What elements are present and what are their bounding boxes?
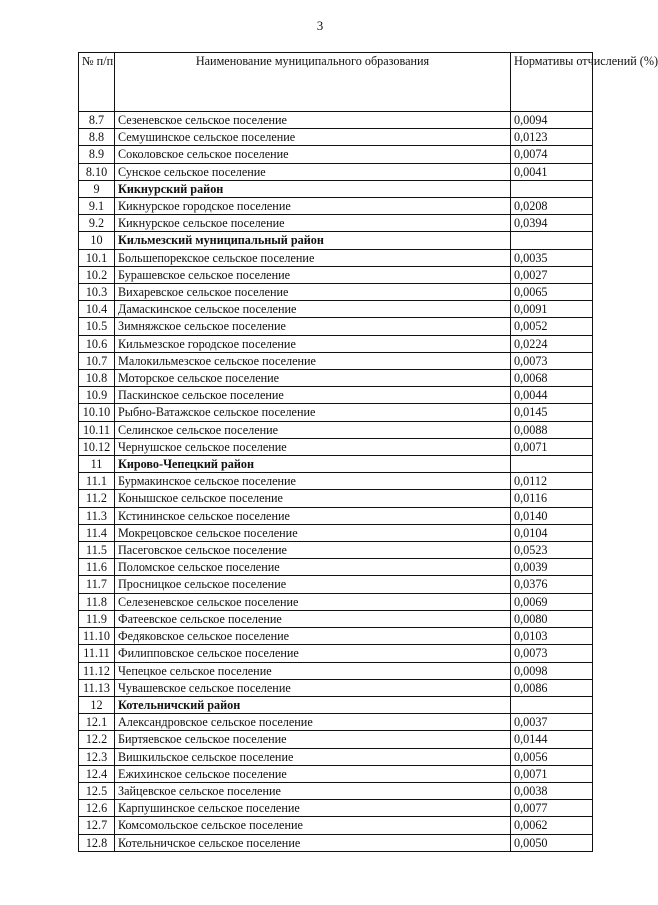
table-row bbox=[79, 524, 593, 541]
municipality-name-cell: Вишкильское сельское поселение bbox=[115, 748, 511, 765]
municipality-name-cell: Соколовское сельское поселение bbox=[115, 146, 511, 163]
norm-value-cell: 0,0145 bbox=[511, 404, 593, 421]
municipality-name-cell: Дамаскинское сельское поселение bbox=[115, 301, 511, 318]
municipality-name-cell: Биртяевское сельское поселение bbox=[115, 731, 511, 748]
table-row bbox=[79, 370, 593, 387]
row-number-cell: 11.5 bbox=[79, 542, 115, 559]
table-row bbox=[79, 559, 593, 576]
municipality-name-cell: Котельничское сельское поселение bbox=[115, 834, 511, 851]
table-row bbox=[79, 542, 593, 559]
norm-value-cell: 0,0035 bbox=[511, 249, 593, 266]
row-number-cell: 9.1 bbox=[79, 198, 115, 215]
norm-value-cell: 0,0039 bbox=[511, 559, 593, 576]
municipality-name-cell: Зимняжское сельское поселение bbox=[115, 318, 511, 335]
header-row-number: № п/п bbox=[79, 53, 115, 112]
table-row bbox=[79, 834, 593, 851]
norm-value-cell: 0,0080 bbox=[511, 610, 593, 627]
row-number-cell: 10.2 bbox=[79, 266, 115, 283]
table-row bbox=[79, 266, 593, 283]
row-number-cell: 12.2 bbox=[79, 731, 115, 748]
row-number-cell: 12.7 bbox=[79, 817, 115, 834]
row-number-cell: 11.7 bbox=[79, 576, 115, 593]
row-number-cell: 11.3 bbox=[79, 507, 115, 524]
row-number-cell: 11.12 bbox=[79, 662, 115, 679]
municipality-name-cell: Карпушинское сельское поселение bbox=[115, 800, 511, 817]
table-row bbox=[79, 249, 593, 266]
row-number-cell: 12.8 bbox=[79, 834, 115, 851]
municipality-name-cell: Сезеневское сельское поселение bbox=[115, 112, 511, 129]
page-number: 3 bbox=[316, 18, 324, 33]
norm-value-cell: 0,0068 bbox=[511, 370, 593, 387]
municipality-name-cell: Федяковское сельское поселение bbox=[115, 628, 511, 645]
municipality-name-cell: Кикнурское городское поселение bbox=[115, 198, 511, 215]
norm-value-cell: 0,0086 bbox=[511, 679, 593, 696]
norm-value-cell: 0,0091 bbox=[511, 301, 593, 318]
row-number-cell: 8.9 bbox=[79, 146, 115, 163]
row-number-cell: 10.11 bbox=[79, 421, 115, 438]
row-number-cell: 11.4 bbox=[79, 524, 115, 541]
row-number-cell: 10.7 bbox=[79, 352, 115, 369]
table-row bbox=[79, 645, 593, 662]
table-row bbox=[79, 215, 593, 232]
table-row bbox=[79, 714, 593, 731]
table-row bbox=[79, 782, 593, 799]
table-row bbox=[79, 146, 593, 163]
table-row bbox=[79, 507, 593, 524]
norm-value-cell bbox=[511, 180, 593, 197]
municipality-name-cell: Пасеговское сельское поселение bbox=[115, 542, 511, 559]
row-number-cell: 12 bbox=[79, 696, 115, 713]
district-row bbox=[79, 456, 593, 473]
norm-value-cell: 0,0112 bbox=[511, 473, 593, 490]
municipality-name-cell: Кикнурский район bbox=[115, 180, 511, 197]
row-number-cell: 10.5 bbox=[79, 318, 115, 335]
row-number-cell: 12.3 bbox=[79, 748, 115, 765]
norm-value-cell bbox=[511, 232, 593, 249]
row-number-cell: 11.9 bbox=[79, 610, 115, 627]
row-number-cell: 11 bbox=[79, 456, 115, 473]
table-row bbox=[79, 438, 593, 455]
municipality-name-cell: Филипповское сельское поселение bbox=[115, 645, 511, 662]
norm-value-cell: 0,0050 bbox=[511, 834, 593, 851]
header-municipality-name: Наименование муниципального образования bbox=[115, 53, 511, 112]
table-row bbox=[79, 198, 593, 215]
norm-value-cell: 0,0041 bbox=[511, 163, 593, 180]
table-row bbox=[79, 387, 593, 404]
table-row bbox=[79, 628, 593, 645]
norm-value-cell: 0,0376 bbox=[511, 576, 593, 593]
row-number-cell: 11.1 bbox=[79, 473, 115, 490]
table-row bbox=[79, 301, 593, 318]
norm-value-cell: 0,0224 bbox=[511, 335, 593, 352]
norm-value-cell: 0,0074 bbox=[511, 146, 593, 163]
norm-value-cell: 0,0044 bbox=[511, 387, 593, 404]
district-row bbox=[79, 232, 593, 249]
norm-value-cell: 0,0073 bbox=[511, 645, 593, 662]
municipality-name-cell: Селинское сельское поселение bbox=[115, 421, 511, 438]
municipality-name-cell: Кильмезский муниципальный район bbox=[115, 232, 511, 249]
norm-value-cell: 0,0123 bbox=[511, 129, 593, 146]
row-number-cell: 10.4 bbox=[79, 301, 115, 318]
municipality-name-cell: Просницкое сельское поселение bbox=[115, 576, 511, 593]
row-number-cell: 11.6 bbox=[79, 559, 115, 576]
norm-value-cell bbox=[511, 456, 593, 473]
norm-value-cell: 0,0103 bbox=[511, 628, 593, 645]
row-number-cell: 11.8 bbox=[79, 593, 115, 610]
table-row bbox=[79, 404, 593, 421]
table-row bbox=[79, 800, 593, 817]
row-number-cell: 10.6 bbox=[79, 335, 115, 352]
norm-value-cell: 0,0037 bbox=[511, 714, 593, 731]
table-row bbox=[79, 284, 593, 301]
municipality-name-cell: Рыбно-Ватажское сельское поселение bbox=[115, 404, 511, 421]
municipality-name-cell: Кстининское сельское поселение bbox=[115, 507, 511, 524]
municipality-name-cell: Семушинское сельское поселение bbox=[115, 129, 511, 146]
row-number-cell: 8.8 bbox=[79, 129, 115, 146]
table-row bbox=[79, 731, 593, 748]
municipality-name-cell: Александровское сельское поселение bbox=[115, 714, 511, 731]
table-row bbox=[79, 576, 593, 593]
row-number-cell: 10.1 bbox=[79, 249, 115, 266]
row-number-cell: 12.4 bbox=[79, 765, 115, 782]
municipality-name-cell: Поломское сельское поселение bbox=[115, 559, 511, 576]
norm-value-cell: 0,0065 bbox=[511, 284, 593, 301]
municipality-name-cell: Вихаревское сельское поселение bbox=[115, 284, 511, 301]
table-row bbox=[79, 765, 593, 782]
municipality-name-cell: Мокрецовское сельское поселение bbox=[115, 524, 511, 541]
municipality-name-cell: Чепецкое сельское поселение bbox=[115, 662, 511, 679]
norm-value-cell: 0,0052 bbox=[511, 318, 593, 335]
norm-value-cell: 0,0116 bbox=[511, 490, 593, 507]
table-row bbox=[79, 318, 593, 335]
municipality-name-cell: Бурмакинское сельское поселение bbox=[115, 473, 511, 490]
row-number-cell: 8.10 bbox=[79, 163, 115, 180]
row-number-cell: 10.12 bbox=[79, 438, 115, 455]
table-row bbox=[79, 473, 593, 490]
municipality-name-cell: Большепорекское сельское поселение bbox=[115, 249, 511, 266]
table-row bbox=[79, 352, 593, 369]
row-number-cell: 11.10 bbox=[79, 628, 115, 645]
allocation-norms-table bbox=[78, 52, 658, 852]
municipality-name-cell: Паскинское сельское поселение bbox=[115, 387, 511, 404]
norm-value-cell: 0,0071 bbox=[511, 765, 593, 782]
norm-value-cell: 0,0208 bbox=[511, 198, 593, 215]
norm-value-cell: 0,0027 bbox=[511, 266, 593, 283]
row-number-cell: 9 bbox=[79, 180, 115, 197]
norm-value-cell: 0,0077 bbox=[511, 800, 593, 817]
municipality-name-cell: Ежихинское сельское поселение bbox=[115, 765, 511, 782]
row-number-cell: 10.9 bbox=[79, 387, 115, 404]
table-row bbox=[79, 129, 593, 146]
table-row bbox=[79, 817, 593, 834]
row-number-cell: 12.5 bbox=[79, 782, 115, 799]
municipality-name-cell: Кикнурское сельское поселение bbox=[115, 215, 511, 232]
table-row bbox=[79, 748, 593, 765]
row-number-cell: 10.8 bbox=[79, 370, 115, 387]
table-row bbox=[79, 335, 593, 352]
municipality-name-cell: Сунское сельское поселение bbox=[115, 163, 511, 180]
municipality-name-cell: Чернушское сельское поселение bbox=[115, 438, 511, 455]
norm-value-cell: 0,0062 bbox=[511, 817, 593, 834]
municipality-name-cell: Моторское сельское поселение bbox=[115, 370, 511, 387]
row-number-cell: 12.1 bbox=[79, 714, 115, 731]
table-row bbox=[79, 662, 593, 679]
norm-value-cell: 0,0144 bbox=[511, 731, 593, 748]
municipality-name-cell: Чувашевское сельское поселение bbox=[115, 679, 511, 696]
row-number-cell: 8.7 bbox=[79, 112, 115, 129]
municipality-name-cell: Бурашевское сельское поселение bbox=[115, 266, 511, 283]
municipality-name-cell: Конышское сельское поселение bbox=[115, 490, 511, 507]
norm-value-cell bbox=[511, 696, 593, 713]
municipality-name-cell: Котельничский район bbox=[115, 696, 511, 713]
norm-value-cell: 0,0056 bbox=[511, 748, 593, 765]
norm-value-cell: 0,0098 bbox=[511, 662, 593, 679]
table-row bbox=[79, 593, 593, 610]
row-number-cell: 9.2 bbox=[79, 215, 115, 232]
norm-value-cell: 0,0094 bbox=[511, 112, 593, 129]
row-number-cell: 11.2 bbox=[79, 490, 115, 507]
norm-value-cell: 0,0140 bbox=[511, 507, 593, 524]
row-number-cell: 10.10 bbox=[79, 404, 115, 421]
row-number-cell: 10.3 bbox=[79, 284, 115, 301]
header-allocation-norm: Нормативы отчислений (%) bbox=[511, 53, 593, 112]
municipality-name-cell: Кильмезское городское поселение bbox=[115, 335, 511, 352]
table-row bbox=[79, 421, 593, 438]
table-row bbox=[79, 112, 593, 129]
district-row bbox=[79, 696, 593, 713]
municipality-name-cell: Фатеевское сельское поселение bbox=[115, 610, 511, 627]
norm-value-cell: 0,0394 bbox=[511, 215, 593, 232]
row-number-cell: 11.13 bbox=[79, 679, 115, 696]
norm-value-cell: 0,0523 bbox=[511, 542, 593, 559]
table-row bbox=[79, 490, 593, 507]
table-body bbox=[79, 112, 593, 852]
norm-value-cell: 0,0088 bbox=[511, 421, 593, 438]
norm-value-cell: 0,0073 bbox=[511, 352, 593, 369]
municipality-name-cell: Кирово-Чепецкий район bbox=[115, 456, 511, 473]
table-row bbox=[79, 610, 593, 627]
municipality-name-cell: Комсомольское сельское поселение bbox=[115, 817, 511, 834]
norm-value-cell: 0,0104 bbox=[511, 524, 593, 541]
norm-value-cell: 0,0069 bbox=[511, 593, 593, 610]
row-number-cell: 11.11 bbox=[79, 645, 115, 662]
municipality-name-cell: Зайцевское сельское поселение bbox=[115, 782, 511, 799]
row-number-cell: 12.6 bbox=[79, 800, 115, 817]
municipality-name-cell: Селезеневское сельское поселение bbox=[115, 593, 511, 610]
district-row bbox=[79, 180, 593, 197]
table-header-row bbox=[79, 53, 593, 112]
table-row bbox=[79, 679, 593, 696]
norm-value-cell: 0,0038 bbox=[511, 782, 593, 799]
municipality-name-cell: Малокильмезское сельское поселение bbox=[115, 352, 511, 369]
row-number-cell: 10 bbox=[79, 232, 115, 249]
table-row bbox=[79, 163, 593, 180]
norm-value-cell: 0,0071 bbox=[511, 438, 593, 455]
